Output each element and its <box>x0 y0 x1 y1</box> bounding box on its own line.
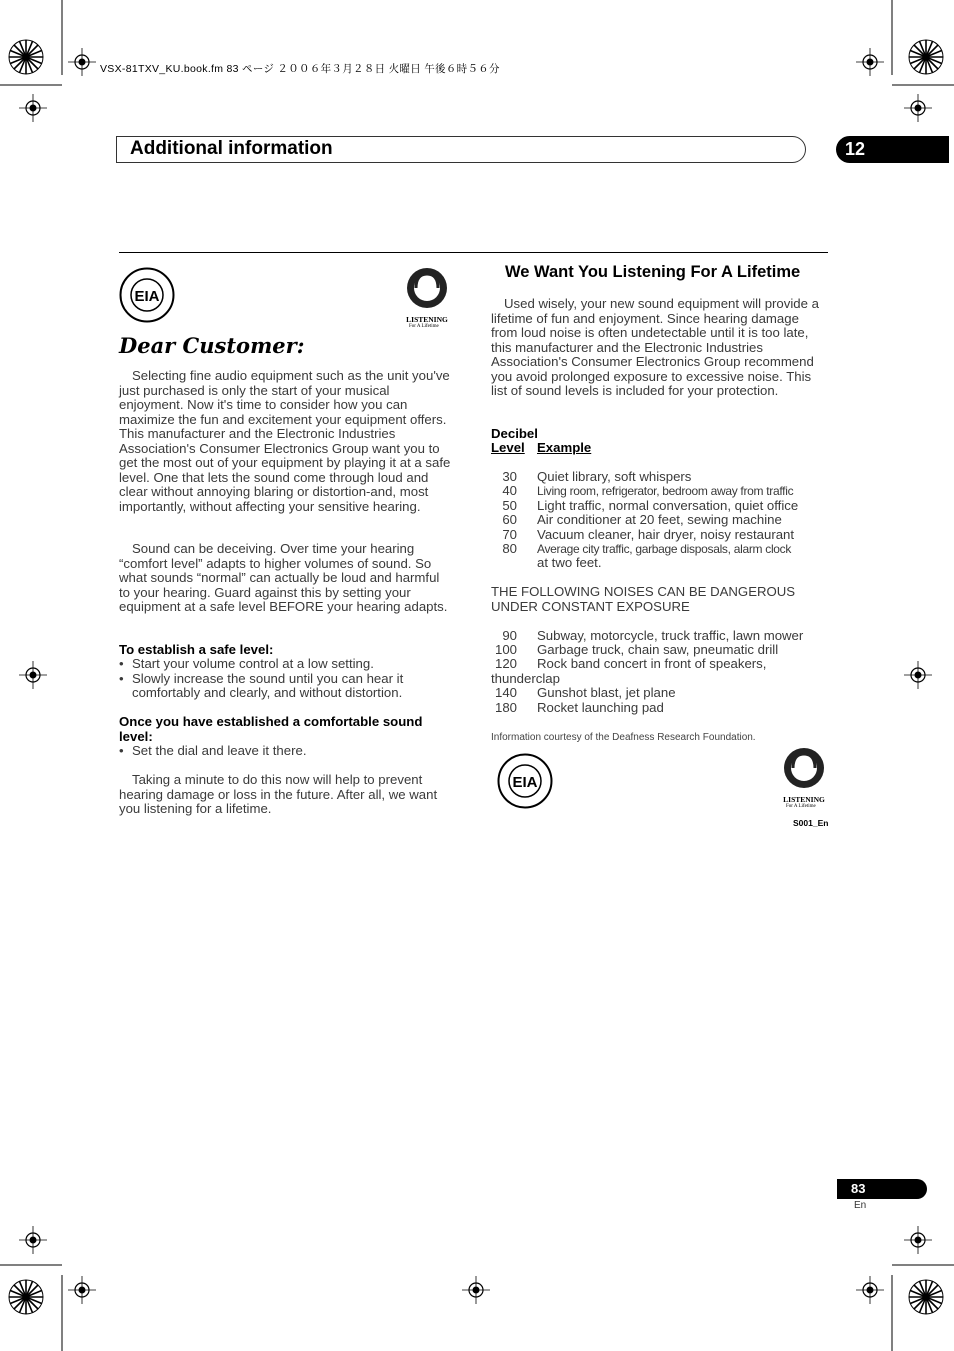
svg-text:LISTENING: LISTENING <box>406 315 448 324</box>
eia-logo <box>119 267 175 323</box>
lifetime-intro: Used wisely, your new sound equipment will provide a lifetime of fun and enjoyment. Since hearing damage from loud noise is often undetectable until it is too late, this manufacturer and the Electronic Industries Association's Consumer Electronics Group recommend you avoid prolonged exposure to excessive noise. This list of sound levels is included for your protection. <box>491 296 819 398</box>
chapter-title: Additional information <box>130 138 333 159</box>
document-code: S001_En <box>793 818 829 828</box>
listening-logo <box>404 266 450 328</box>
courtesy-note: Information courtesy of the Deafness Research Foundation. <box>491 732 756 743</box>
language-code: En <box>854 1200 867 1211</box>
svg-text:EIA: EIA <box>512 774 538 791</box>
chapter-header <box>116 136 806 163</box>
chapter-number: 12 <box>836 136 949 163</box>
svg-text:LISTENING: LISTENING <box>783 795 825 804</box>
list-item: • Start your volume control at a low setting. <box>119 657 451 672</box>
comfort-level-heading: Once you have established a comfortable sound level: <box>119 714 423 744</box>
eia-logo <box>497 753 553 809</box>
level-column-header: Level <box>491 440 525 455</box>
svg-text:For A Lifetime: For A Lifetime <box>786 804 816 808</box>
safe-level-heading: To establish a safe level: <box>119 642 274 657</box>
top-rule <box>119 252 828 253</box>
deceiving-paragraph: Sound can be deceiving. Over time your hearing “comfort level” adapts to higher volumes of sound. So what sounds “normal” can actually be loud and harmful to your hearing. Guard against this by setting your equipment at a safe level BEFORE your hearing adapts. <box>119 541 448 614</box>
svg-text:For A Lifetime: For A Lifetime <box>409 324 439 328</box>
list-item: • Slowly increase the sound until you can hear it comfortably and clearly, and without distortion. <box>119 672 451 701</box>
dear-customer-heading: Dear Customer: <box>119 333 305 358</box>
eia-logo-text: EIA <box>134 288 160 305</box>
closing-paragraph: Taking a minute to do this now will help to prevent hearing damage or loss in the future. After all, we want you listening for a lifetime. <box>119 772 438 816</box>
example-column-header: Example <box>537 440 592 455</box>
lifetime-heading: We Want You Listening For A Lifetime <box>505 263 801 281</box>
intro-paragraph: Selecting fine audio equipment such as the unit you've just purchased is only the start of your musical enjoyment. Now it's time to consider how you can maximize the fun and excitement your equipment offers. This manufacturer and the Electronic Industries Association's Consumer Electronics Group want you to get the most out of your equipment by playing it at a safe level. One that lets the sound come through loud and clear without annoying blaring or distortion-and, most importantly, without affecting your sensitive hearing. <box>119 368 451 514</box>
safe-level-list <box>119 657 451 701</box>
page-number: 83 <box>837 1179 927 1199</box>
danger-note: THE FOLLOWING NOISES CAN BE DANGEROUS UNDER CONSTANT EXPOSURE <box>491 584 796 614</box>
list-item: • Set the dial and leave it there. <box>119 744 451 759</box>
file-info: VSX-81TXV_KU.book.fm 83 ページ ２００６年３月２８日 火曜日 午後６時５６分 <box>100 63 500 75</box>
comfort-level-list <box>119 744 451 759</box>
listening-logo <box>781 746 827 808</box>
thunderclap-text: thunderclap <box>491 671 560 686</box>
decibel-label: Decibel <box>491 426 538 441</box>
